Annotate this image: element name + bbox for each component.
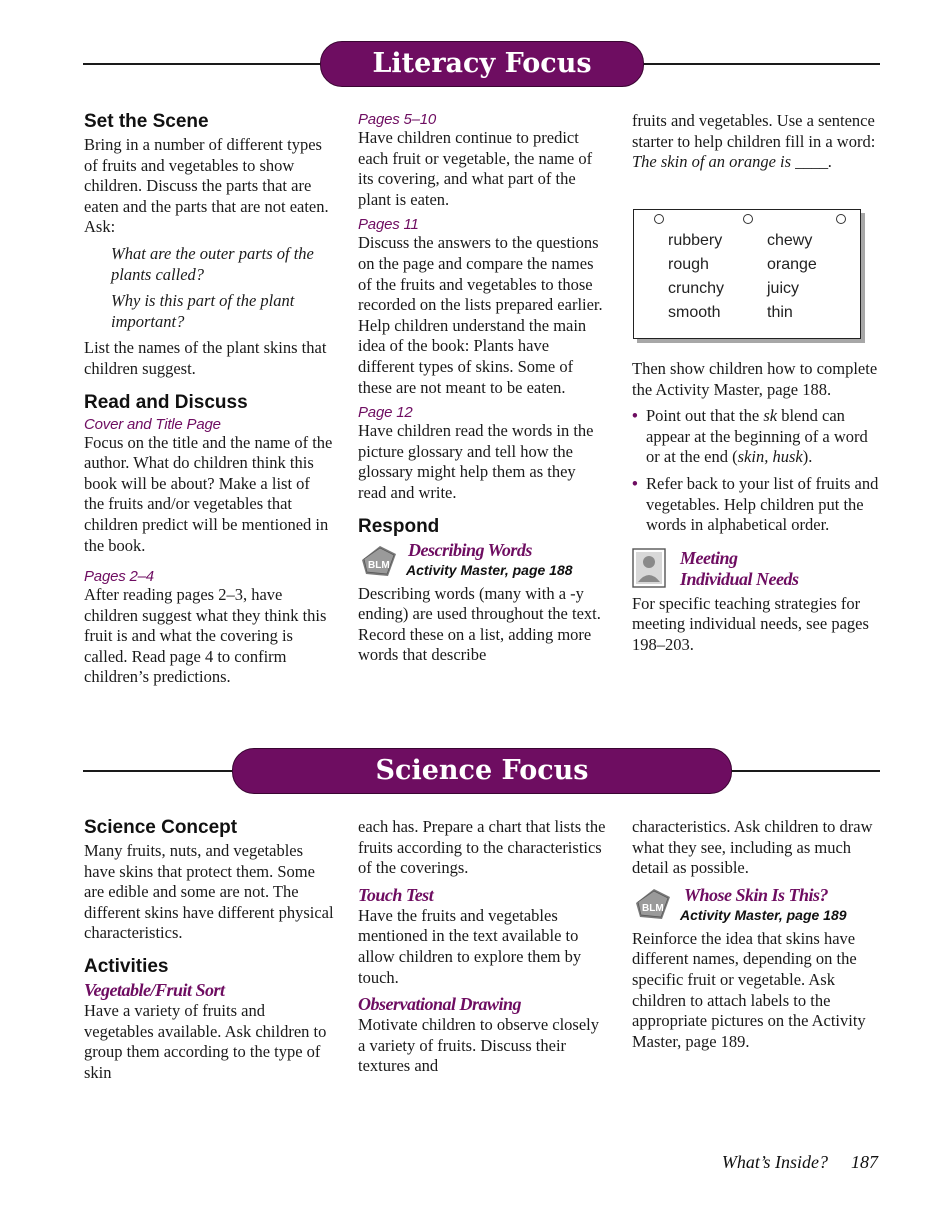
sort-heading: Vegetable/Fruit Sort <box>84 979 225 1000</box>
footer-title: What’s Inside? <box>721 1152 828 1172</box>
science-rule-left <box>83 770 235 772</box>
literacy-column-3 <box>632 111 882 173</box>
bullet-1-example: skin, husk <box>737 447 803 467</box>
meeting-heading-1: Meeting <box>680 547 738 568</box>
touch-test-heading: Touch Test <box>358 884 434 905</box>
read-discuss-heading: Read and Discuss <box>84 391 248 413</box>
bullet-2-text: Refer back to your list of fruits and vegetables. Help children put the words in alphabetical order. <box>646 473 879 535</box>
word-thin: thin <box>767 304 793 321</box>
pages-5-10-subheading: Pages 5–10 <box>358 111 437 128</box>
word-orange: orange <box>767 256 817 273</box>
cover-text: Focus on the title and the name of the author. What do children think this book will be about? Make a list of the fruits and/or vegetables that children predict will be mentioned in the book. <box>84 432 333 555</box>
whose-skin-heading: Whose Skin Is This? <box>684 884 829 905</box>
bullet-2 <box>632 474 882 536</box>
continued-text-a: fruits and vegetables. Use a sentence starter to help children fill in a word: <box>632 111 876 151</box>
page-12-subheading: Page 12 <box>358 404 413 422</box>
then-text: Then show children how to complete the Activity Master, page 188. <box>632 359 878 399</box>
science-column-3 <box>632 817 882 1052</box>
science-concept-text: Many fruits, nuts, and vegetables have skins that protect them. Some are edible and some are not. The different skins have different physical characteristics. <box>84 841 334 943</box>
bullet-1-a: Point out that the <box>646 406 764 426</box>
science-rule-right <box>728 770 880 772</box>
pages-2-4-subheading: Pages 2–4 <box>84 568 154 586</box>
word-crunchy: crunchy <box>668 280 725 297</box>
bullet-1-c: ). <box>802 447 813 467</box>
bullet-1-sk: sk <box>763 406 778 426</box>
sort-text: Have a variety of fruits and vegetables available. Ask children to group them according to the type of skin <box>84 1000 327 1082</box>
literacy-column-1 <box>84 111 334 688</box>
describing-text: Describing words (many with a -y ending) are used throughout the text. Record these on a list, adding more words that describe <box>358 583 601 665</box>
pages-2-4-text: After reading pages 2–3, have children suggest what they think this fruit is and what the covering is called. Read page 4 to confirm children’s predictions. <box>84 585 327 687</box>
describing-caption: Activity Master, page 188 <box>406 561 573 578</box>
science-column-2 <box>358 817 606 1077</box>
sentence-starter: The skin of an orange is ____. <box>632 152 833 172</box>
activities-heading: Activities <box>84 955 169 977</box>
ring-hole <box>836 214 846 224</box>
ring-hole <box>654 214 664 224</box>
set-scene-text: Bring in a number of different types of fruits and vegetables to show children. Discuss the parts that are eaten and the parts that are not eaten. Ask: <box>84 135 329 237</box>
pages-5-10-text: Have children continue to predict each fruit or vegetable, the name of its covering, and what part of the plant is eaten. <box>358 128 593 209</box>
question-1: What are the outer parts of the plants called? <box>111 243 314 284</box>
word-rubbery: rubbery <box>668 232 723 249</box>
pages-11-text: Discuss the answers to the questions on the page and compare the names of the fruits and vegetables to those recorded on the lists prepared earlier. Help children understand the main idea of the book: Plants have different types of skins. Some of these are not meant to be eaten. <box>358 233 603 397</box>
pages-11-subheading: Pages 11 <box>358 216 419 234</box>
question-2: Why is this part of the plant important? <box>111 291 295 331</box>
science-banner: Science Focus <box>232 748 732 794</box>
student-icon <box>632 548 666 588</box>
word-chewy: chewy <box>767 232 813 249</box>
bullet-dot: • <box>632 473 638 493</box>
page-12-text: Have children read the words in the picture glossary and tell how the glossary might help them as they read and write. <box>358 421 594 502</box>
meeting-block <box>632 548 882 594</box>
bullet-1 <box>632 406 882 468</box>
describing-heading: Describing Words <box>408 539 532 560</box>
literacy-banner: Literacy Focus <box>320 41 644 87</box>
page-footer <box>722 1152 878 1173</box>
touch-test-text: Have the fruits and vegetables mentioned in the text available to allow children to explore them by touch. <box>358 905 582 987</box>
set-scene-heading: Set the Scene <box>84 111 209 132</box>
science-concept-heading: Science Concept <box>84 817 238 838</box>
science-cont-text: each has. Prepare a chart that lists the fruits according to the characteristics of the coverings. <box>358 817 606 878</box>
bullet-1-b: blend can appear at the beginning of a word or at the end ( <box>646 406 868 467</box>
list-text: List the names of the plant skins that children suggest. <box>84 338 327 378</box>
observational-drawing-text: Motivate children to observe closely a variety of fruits. Discuss their textures and <box>358 1015 600 1076</box>
observational-drawing-heading: Observational Drawing <box>358 994 522 1015</box>
literacy-rule-right <box>640 63 880 65</box>
whose-skin-block <box>632 885 882 929</box>
word-rough: rough <box>668 256 709 273</box>
describing-block <box>358 540 606 584</box>
word-smooth: smooth <box>668 304 721 321</box>
literacy-column-3-lower <box>632 359 882 656</box>
blm-icon <box>632 885 676 925</box>
word-juicy: juicy <box>767 280 800 297</box>
blm-label: BLM <box>368 559 390 571</box>
bullet-dot: • <box>632 406 638 426</box>
page-number: 187 <box>851 1152 878 1172</box>
whose-skin-caption: Activity Master, page 189 <box>680 906 847 923</box>
science-column-1 <box>84 817 334 1083</box>
respond-heading: Respond <box>358 515 440 537</box>
literacy-column-2 <box>358 111 606 666</box>
meeting-heading-2: Individual Needs <box>680 568 799 589</box>
word-list-box <box>633 209 861 339</box>
science-col3-cont-text: characteristics. Ask children to draw what they see, including as much detail as possible. <box>632 817 873 878</box>
blm-icon <box>358 542 402 582</box>
cover-subheading: Cover and Title Page <box>84 415 221 433</box>
literacy-rule-left <box>83 63 323 65</box>
blm-label: BLM <box>642 902 664 914</box>
ring-hole <box>743 214 753 224</box>
whose-skin-text: Reinforce the idea that skins have different names, depending on the specific fruit or vegetable. Ask children to attach labels to the appropriate pictures on the Activity Master, page 189. <box>632 928 866 1051</box>
continued-text <box>632 111 882 173</box>
meeting-text: For specific teaching strategies for meeting individual needs, see pages 198–203. <box>632 593 869 654</box>
